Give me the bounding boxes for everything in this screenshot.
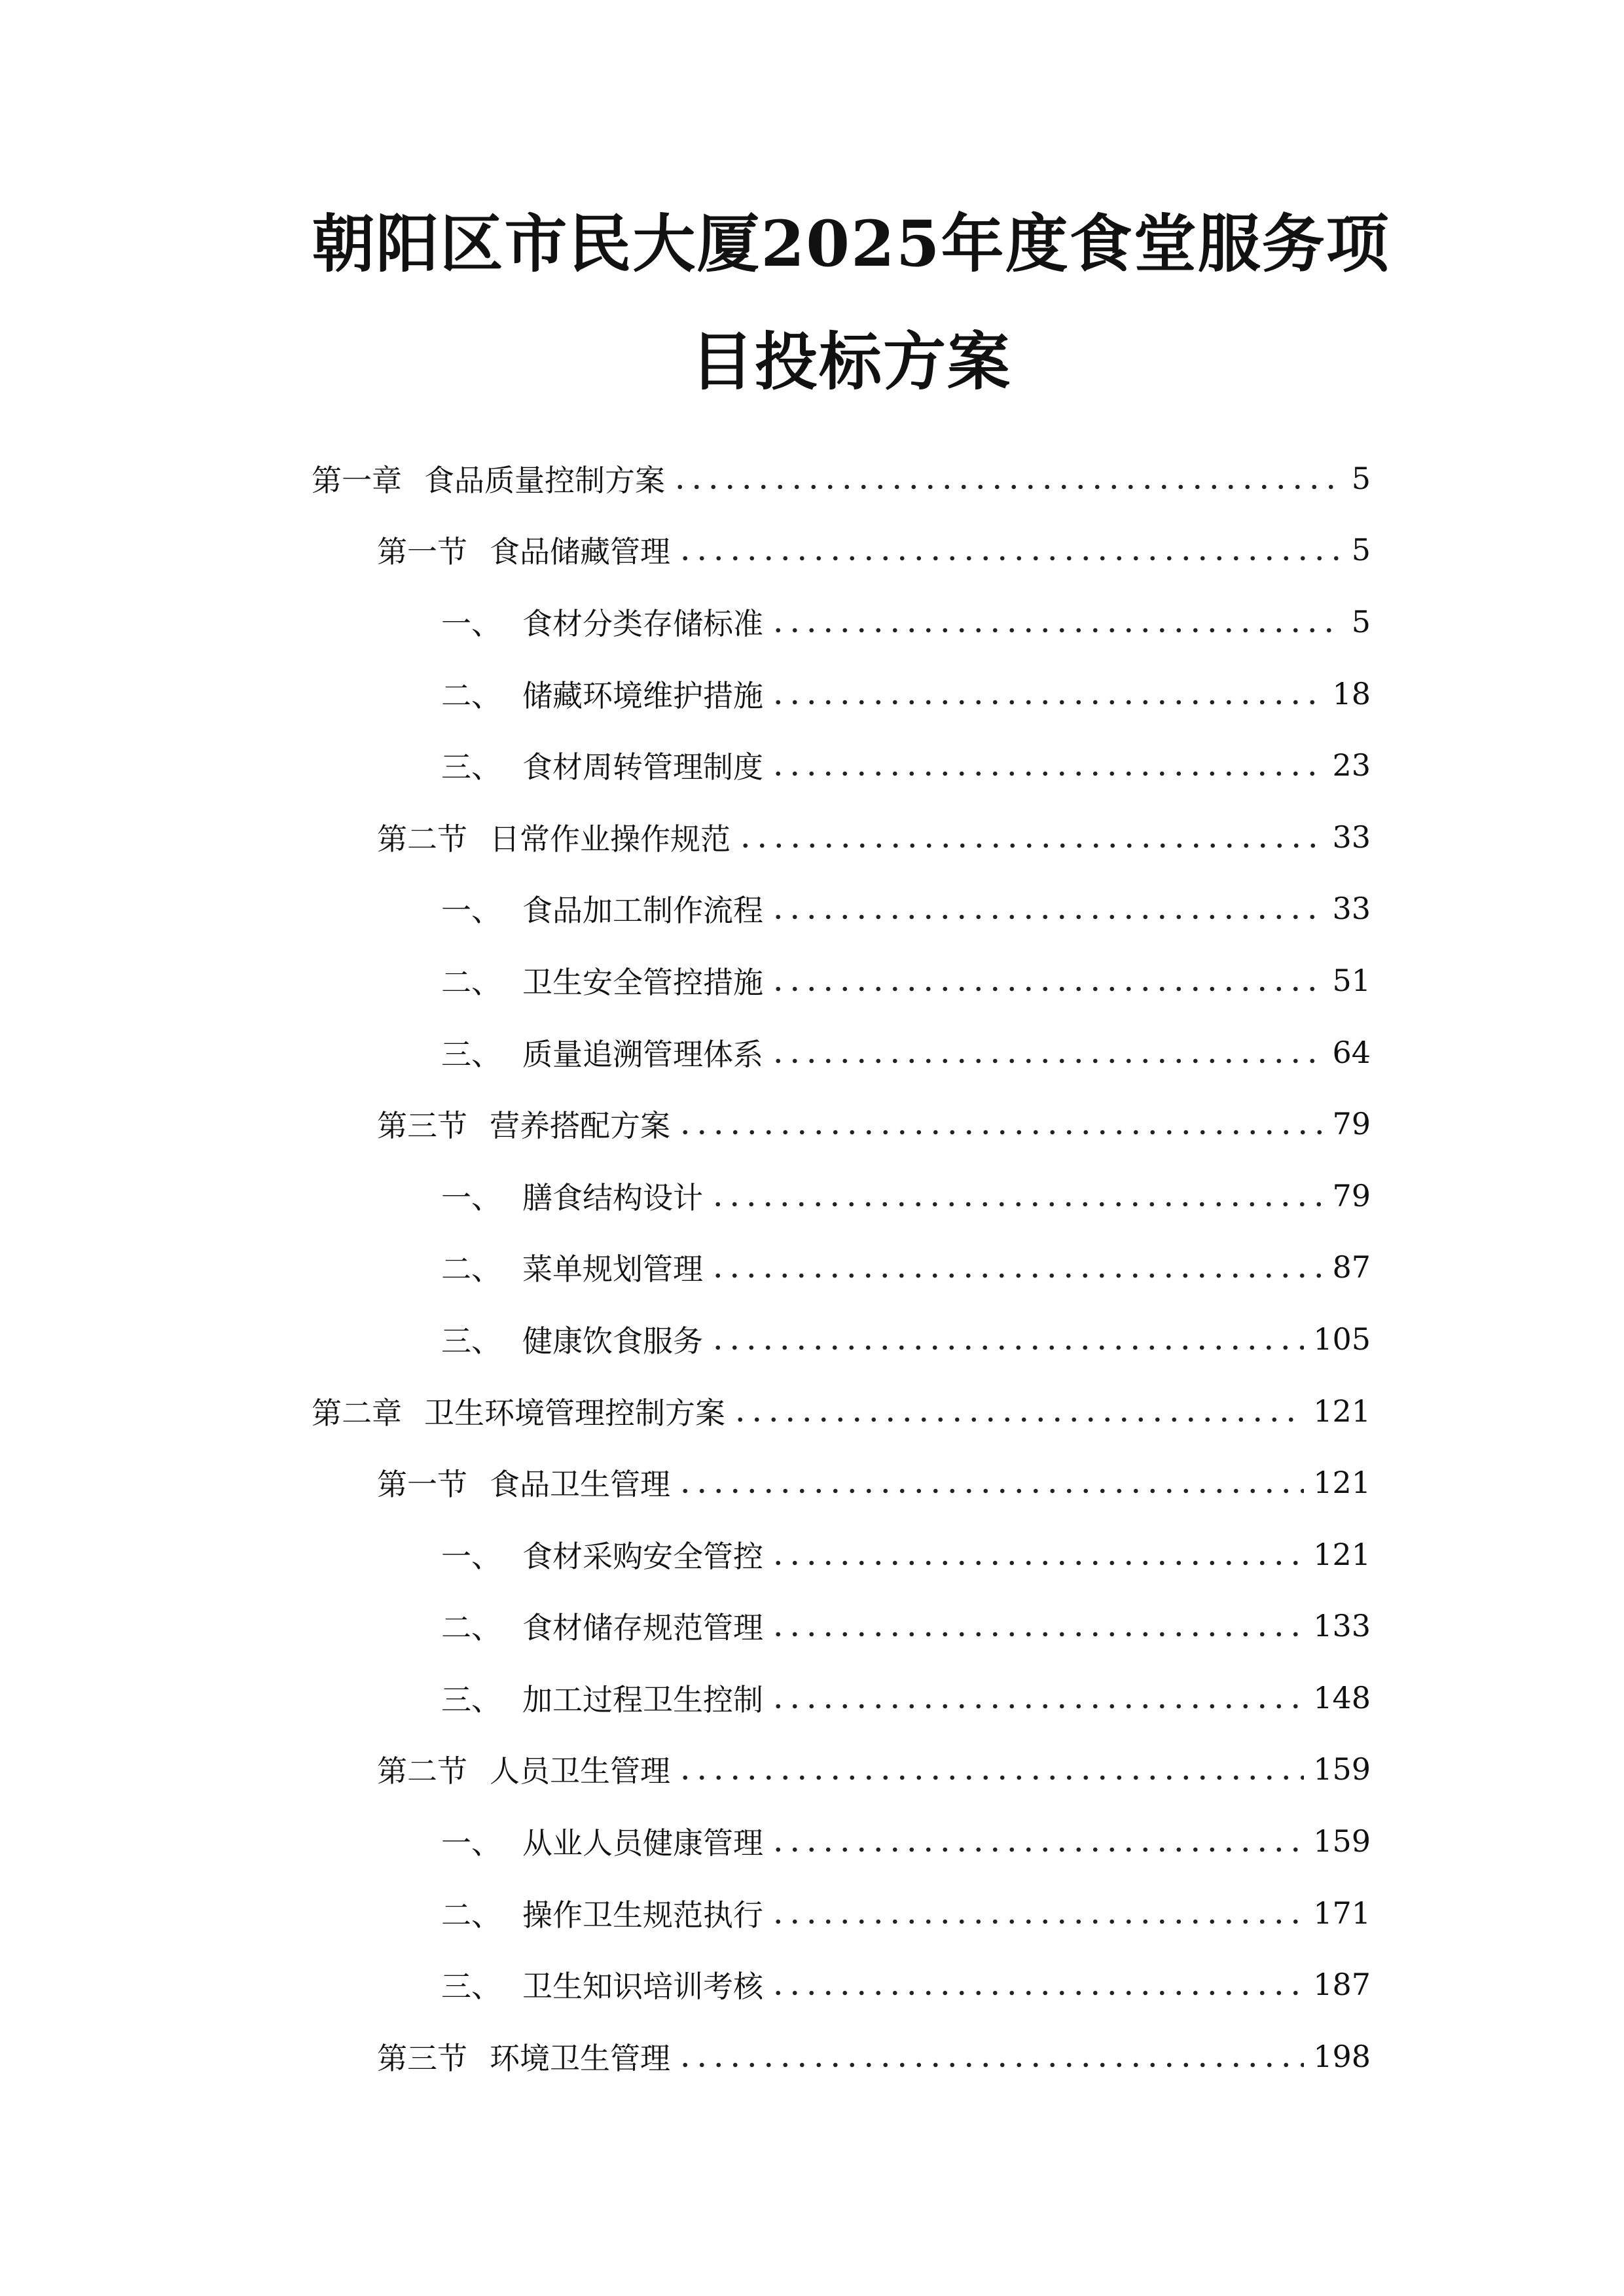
toc-entry[interactable] xyxy=(312,1518,1371,1590)
toc-entry-number: 二、 xyxy=(441,1251,501,1287)
toc-entry[interactable] xyxy=(312,1805,1371,1877)
toc-entry[interactable] xyxy=(312,1590,1371,1662)
toc-entry-label: 食材周转管理制度 xyxy=(522,749,763,785)
toc-entry-number: 第二章 xyxy=(312,1395,402,1431)
toc-entry-label: 食品卫生管理 xyxy=(490,1467,670,1503)
toc-dot-leader xyxy=(770,1847,1304,1852)
toc-entry-number: 一、 xyxy=(441,893,501,929)
toc-dot-leader xyxy=(672,484,1342,490)
toc-entry-number: 二、 xyxy=(441,964,501,1000)
toc-entry[interactable] xyxy=(312,801,1371,873)
toc-entry[interactable] xyxy=(312,1303,1371,1375)
toc-entry[interactable] xyxy=(312,442,1371,514)
toc-entry-number: 三、 xyxy=(441,1969,501,2005)
toc-dot-leader xyxy=(770,914,1323,920)
toc-entry-label: 卫生安全管控措施 xyxy=(522,964,763,1000)
toc-entry-label: 操作卫生规范执行 xyxy=(522,1897,763,1933)
toc-entry[interactable] xyxy=(312,729,1371,801)
toc-entry-number: 第二节 xyxy=(377,1753,467,1789)
toc-entry-number: 二、 xyxy=(441,1897,501,1933)
toc-dot-leader xyxy=(770,986,1323,992)
toc-entry-page-number: 5 xyxy=(1351,532,1371,568)
toc-entry-page-number: 121 xyxy=(1313,1465,1371,1501)
toc-entry-label: 食材储存规范管理 xyxy=(522,1610,763,1646)
toc-entry-page-number: 87 xyxy=(1332,1249,1371,1285)
toc-entry[interactable] xyxy=(312,586,1371,658)
table-of-contents xyxy=(312,442,1371,2092)
toc-entry-label: 健康饮食服务 xyxy=(522,1323,703,1359)
document-title-line-2: 目投标方案 xyxy=(691,325,1011,399)
toc-entry[interactable] xyxy=(312,514,1371,586)
toc-entry-number: 一、 xyxy=(441,1538,501,1574)
toc-entry-label: 膳食结构设计 xyxy=(522,1179,703,1215)
toc-entry[interactable] xyxy=(312,873,1371,945)
toc-entry-number: 第三节 xyxy=(377,2040,467,2076)
toc-entry-label: 储藏环境维护措施 xyxy=(522,677,763,713)
toc-dot-leader xyxy=(770,628,1342,633)
toc-entry-page-number: 133 xyxy=(1313,1608,1371,1644)
toc-entry-page-number: 64 xyxy=(1332,1034,1371,1070)
toc-dot-leader xyxy=(737,843,1323,848)
toc-entry-label: 日常作业操作规范 xyxy=(490,821,731,857)
toc-entry-page-number: 159 xyxy=(1313,1751,1371,1787)
toc-entry-number: 第二节 xyxy=(377,821,467,857)
toc-entry-page-number: 5 xyxy=(1351,460,1371,496)
toc-entry-page-number: 121 xyxy=(1313,1536,1371,1572)
document-title-line-1: 朝阳区市民大厦2025年度食堂服务项 xyxy=(312,207,1390,281)
toc-entry[interactable] xyxy=(312,1446,1371,1518)
toc-entry[interactable] xyxy=(312,1016,1371,1088)
toc-entry[interactable] xyxy=(312,944,1371,1016)
toc-entry-page-number: 33 xyxy=(1332,819,1371,855)
toc-entry-number: 第一节 xyxy=(377,534,467,570)
toc-entry[interactable] xyxy=(312,2020,1371,2092)
toc-entry[interactable] xyxy=(312,1734,1371,1806)
toc-entry-page-number: 23 xyxy=(1332,747,1371,783)
toc-entry-page-number: 79 xyxy=(1332,1177,1371,1213)
toc-entry-label: 食品加工制作流程 xyxy=(522,893,763,929)
toc-entry-label: 人员卫生管理 xyxy=(490,1753,670,1789)
toc-dot-leader xyxy=(710,1345,1304,1350)
toc-entry-page-number: 171 xyxy=(1313,1895,1371,1931)
toc-entry[interactable] xyxy=(312,1160,1371,1232)
toc-dot-leader xyxy=(710,1273,1323,1278)
toc-entry-label: 卫生知识培训考核 xyxy=(522,1969,763,2005)
toc-entry-number: 三、 xyxy=(441,1681,501,1717)
toc-entry-label: 食品质量控制方案 xyxy=(424,462,665,498)
toc-entry-page-number: 148 xyxy=(1313,1679,1371,1715)
toc-entry-page-number: 5 xyxy=(1351,603,1371,639)
toc-entry[interactable] xyxy=(312,658,1371,730)
toc-entry-page-number: 105 xyxy=(1313,1321,1371,1357)
toc-entry-label: 卫生环境管理控制方案 xyxy=(424,1395,725,1431)
toc-dot-leader xyxy=(677,1775,1304,1780)
toc-entry-number: 一、 xyxy=(441,605,501,641)
toc-entry-label: 环境卫生管理 xyxy=(490,2040,670,2076)
toc-entry[interactable] xyxy=(312,1662,1371,1734)
toc-entry-label: 菜单规划管理 xyxy=(522,1251,703,1287)
toc-dot-leader xyxy=(732,1417,1304,1422)
toc-entry-label: 质量追溯管理体系 xyxy=(522,1036,763,1072)
toc-entry-number: 三、 xyxy=(441,749,501,785)
toc-dot-leader xyxy=(770,1704,1304,1709)
toc-entry-page-number: 79 xyxy=(1332,1106,1371,1142)
toc-entry-page-number: 18 xyxy=(1332,675,1371,711)
toc-entry-page-number: 187 xyxy=(1313,1967,1371,2003)
toc-entry-page-number: 121 xyxy=(1313,1393,1371,1429)
toc-entry-label: 加工过程卫生控制 xyxy=(522,1681,763,1717)
toc-entry-number: 二、 xyxy=(441,677,501,713)
toc-dot-leader xyxy=(770,771,1323,776)
toc-dot-leader xyxy=(677,1130,1323,1135)
toc-entry-number: 第三节 xyxy=(377,1108,467,1144)
toc-entry[interactable] xyxy=(312,1232,1371,1304)
toc-dot-leader xyxy=(770,1058,1323,1064)
toc-entry-number: 一、 xyxy=(441,1179,501,1215)
toc-dot-leader xyxy=(770,1560,1304,1566)
toc-entry-label: 食材采购安全管控 xyxy=(522,1538,763,1574)
toc-entry-label: 营养搭配方案 xyxy=(490,1108,670,1144)
toc-entry[interactable] xyxy=(312,1948,1371,2020)
toc-entry-number: 一、 xyxy=(441,1825,501,1861)
toc-dot-leader xyxy=(677,1488,1304,1494)
toc-entry[interactable] xyxy=(312,1877,1371,1949)
toc-dot-leader xyxy=(770,1632,1304,1637)
toc-entry-number: 二、 xyxy=(441,1610,501,1646)
toc-entry-page-number: 159 xyxy=(1313,1823,1371,1859)
toc-entry-page-number: 33 xyxy=(1332,891,1371,927)
toc-dot-leader xyxy=(710,1202,1323,1207)
toc-entry-label: 食品储藏管理 xyxy=(490,534,670,570)
toc-entry-label: 从业人员健康管理 xyxy=(522,1825,763,1861)
toc-entry-page-number: 198 xyxy=(1313,2038,1371,2074)
toc-entry-number: 第一节 xyxy=(377,1467,467,1503)
toc-entry-number: 第一章 xyxy=(312,462,402,498)
toc-entry[interactable] xyxy=(312,1375,1371,1447)
toc-dot-leader xyxy=(770,1990,1304,1996)
toc-entry-number: 三、 xyxy=(441,1036,501,1072)
toc-dot-leader xyxy=(770,700,1323,705)
toc-dot-leader xyxy=(677,2062,1304,2068)
toc-entry[interactable] xyxy=(312,1088,1371,1160)
toc-entry-number: 三、 xyxy=(441,1323,501,1359)
toc-dot-leader xyxy=(677,556,1342,561)
toc-entry-label: 食材分类存储标准 xyxy=(522,605,763,641)
toc-dot-leader xyxy=(770,1919,1304,1924)
toc-entry-page-number: 51 xyxy=(1332,962,1371,998)
